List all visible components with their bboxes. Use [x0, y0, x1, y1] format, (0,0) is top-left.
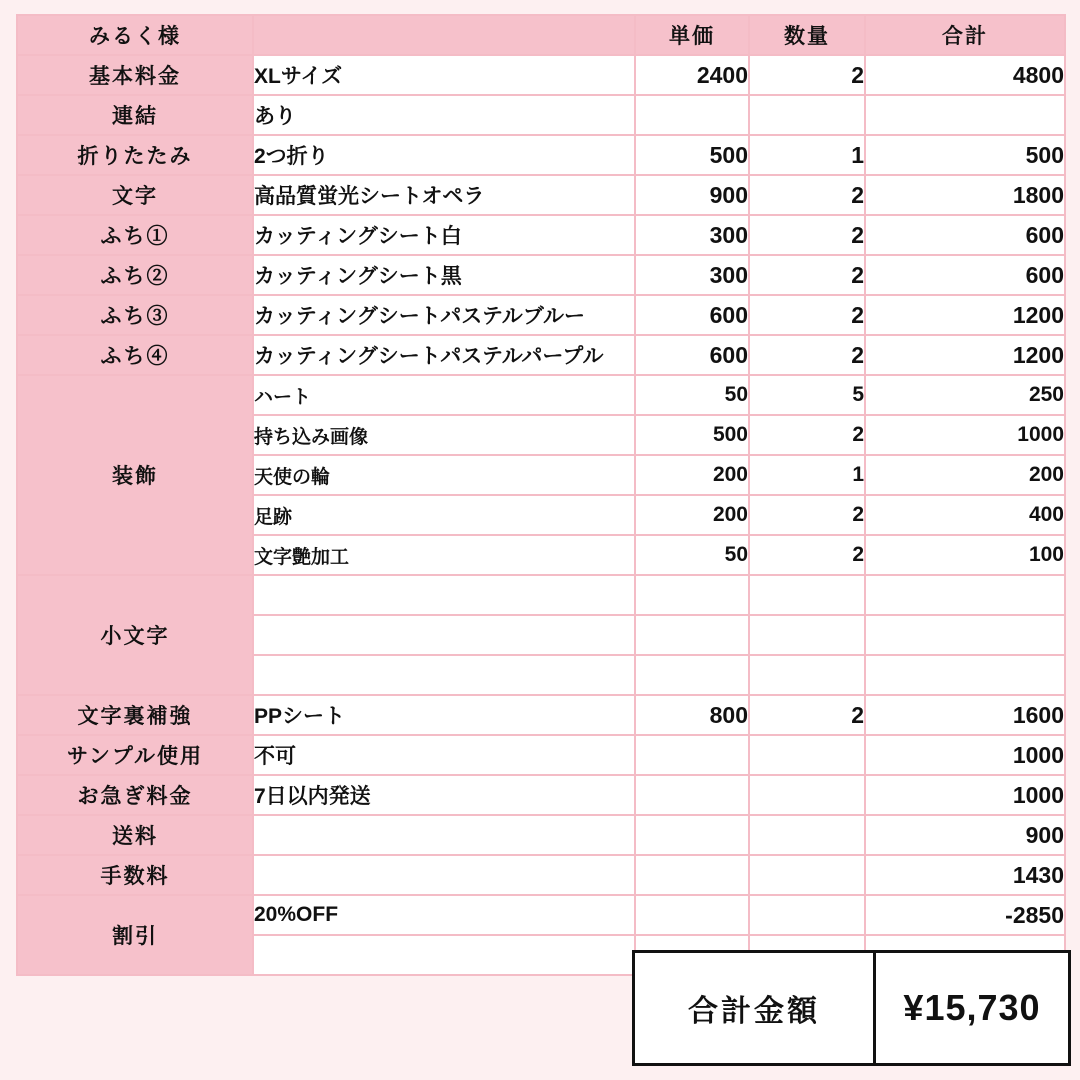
row-label: サンプル使用 [17, 735, 253, 775]
row-desc [253, 935, 635, 975]
header-quantity: 数量 [749, 15, 865, 55]
row-total: 900 [865, 815, 1065, 855]
row-unit: 800 [635, 695, 749, 735]
row-desc: PPシート [253, 695, 635, 735]
row-label: 文字裏補強 [17, 695, 253, 735]
row-total: 1200 [865, 295, 1065, 335]
small-text-label: 小文字 [17, 575, 253, 695]
row-total: 600 [865, 255, 1065, 295]
header-unit-price: 単価 [635, 15, 749, 55]
row-qty: 2 [749, 255, 865, 295]
row-total: 4800 [865, 55, 1065, 95]
row-desc: カッティングシート黒 [253, 255, 635, 295]
row-qty: 1 [749, 135, 865, 175]
row-label: ふち② [17, 255, 253, 295]
row-total: 500 [865, 135, 1065, 175]
row-qty [749, 655, 865, 695]
row-total [865, 655, 1065, 695]
row-label: 連結 [17, 95, 253, 135]
row-desc: 足跡 [253, 495, 635, 535]
row-desc [253, 615, 635, 655]
row-unit: 300 [635, 215, 749, 255]
row-desc [253, 575, 635, 615]
row-unit [635, 855, 749, 895]
row-qty: 5 [749, 375, 865, 415]
row-qty: 2 [749, 295, 865, 335]
row-unit: 500 [635, 135, 749, 175]
row-label: お急ぎ料金 [17, 775, 253, 815]
table-row [17, 855, 1065, 895]
row-total: 1430 [865, 855, 1065, 895]
row-desc: カッティングシートパステルブルー [253, 295, 635, 335]
table-row [17, 575, 1065, 615]
row-qty: 2 [749, 175, 865, 215]
table-row [17, 215, 1065, 255]
grand-total-label: 合計金額 [635, 953, 876, 1063]
row-desc: XLサイズ [253, 55, 635, 95]
row-desc: あり [253, 95, 635, 135]
row-unit [635, 815, 749, 855]
row-total: 200 [865, 455, 1065, 495]
row-desc: 2つ折り [253, 135, 635, 175]
row-unit: 900 [635, 175, 749, 215]
customer-name: みるく様 [17, 15, 253, 55]
row-total: 1000 [865, 415, 1065, 455]
table-header-row [17, 15, 1065, 55]
table-row [17, 695, 1065, 735]
row-label: 手数料 [17, 855, 253, 895]
row-qty [749, 815, 865, 855]
row-unit: 200 [635, 455, 749, 495]
row-unit: 50 [635, 375, 749, 415]
table-row [17, 295, 1065, 335]
table-row [17, 735, 1065, 775]
row-qty: 2 [749, 495, 865, 535]
quote-table [16, 14, 1066, 976]
decoration-label: 装飾 [17, 375, 253, 575]
row-total [865, 95, 1065, 135]
row-unit: 600 [635, 335, 749, 375]
row-total: 1600 [865, 695, 1065, 735]
row-desc: 持ち込み画像 [253, 415, 635, 455]
row-unit: 200 [635, 495, 749, 535]
table-row [17, 55, 1065, 95]
row-total: 100 [865, 535, 1065, 575]
row-desc: 高品質蛍光シートオペラ [253, 175, 635, 215]
row-desc: 20%OFF [253, 895, 635, 935]
row-qty [749, 775, 865, 815]
row-qty: 2 [749, 415, 865, 455]
row-desc: ハート [253, 375, 635, 415]
row-total: 250 [865, 375, 1065, 415]
row-total: 1800 [865, 175, 1065, 215]
row-unit: 50 [635, 535, 749, 575]
table-row [17, 95, 1065, 135]
row-qty [749, 575, 865, 615]
table-row [17, 255, 1065, 295]
row-qty [749, 615, 865, 655]
row-desc: 7日以内発送 [253, 775, 635, 815]
row-total: 1000 [865, 735, 1065, 775]
row-label: 基本料金 [17, 55, 253, 95]
row-qty [749, 855, 865, 895]
row-total: 600 [865, 215, 1065, 255]
row-unit: 2400 [635, 55, 749, 95]
row-label: ふち④ [17, 335, 253, 375]
row-desc: 天使の輪 [253, 455, 635, 495]
row-label: ふち① [17, 215, 253, 255]
row-desc [253, 855, 635, 895]
row-label: 送料 [17, 815, 253, 855]
row-unit [635, 735, 749, 775]
row-desc [253, 815, 635, 855]
table-row [17, 335, 1065, 375]
row-total [865, 615, 1065, 655]
row-qty: 2 [749, 55, 865, 95]
table-row [17, 815, 1065, 855]
table-row [17, 175, 1065, 215]
row-desc: カッティングシートパステルパープル [253, 335, 635, 375]
row-unit [635, 895, 749, 935]
row-qty [749, 895, 865, 935]
row-desc: 不可 [253, 735, 635, 775]
row-unit [635, 775, 749, 815]
row-unit [635, 575, 749, 615]
discount-label: 割引 [17, 895, 253, 975]
row-label: 文字 [17, 175, 253, 215]
row-unit [635, 615, 749, 655]
table-row [17, 775, 1065, 815]
row-qty [749, 735, 865, 775]
row-total: 400 [865, 495, 1065, 535]
row-desc: カッティングシート白 [253, 215, 635, 255]
row-desc: 文字艶加工 [253, 535, 635, 575]
row-total [865, 575, 1065, 615]
row-label: 折りたたみ [17, 135, 253, 175]
row-total: -2850 [865, 895, 1065, 935]
row-unit: 300 [635, 255, 749, 295]
header-blank [253, 15, 635, 55]
row-total: 1200 [865, 335, 1065, 375]
table-row [17, 375, 1065, 415]
row-unit: 500 [635, 415, 749, 455]
row-unit [635, 655, 749, 695]
row-qty: 2 [749, 335, 865, 375]
row-qty: 2 [749, 215, 865, 255]
row-qty: 1 [749, 455, 865, 495]
table-row [17, 895, 1065, 935]
grand-total-value: ¥15,730 [903, 987, 1041, 1028]
table-row [17, 135, 1065, 175]
row-total: 1000 [865, 775, 1065, 815]
row-label: ふち③ [17, 295, 253, 335]
row-qty: 2 [749, 695, 865, 735]
row-unit: 600 [635, 295, 749, 335]
row-qty: 2 [749, 535, 865, 575]
row-unit [635, 95, 749, 135]
header-total: 合計 [865, 15, 1065, 55]
grand-total-box [632, 950, 1071, 1066]
row-qty [749, 95, 865, 135]
row-desc [253, 655, 635, 695]
